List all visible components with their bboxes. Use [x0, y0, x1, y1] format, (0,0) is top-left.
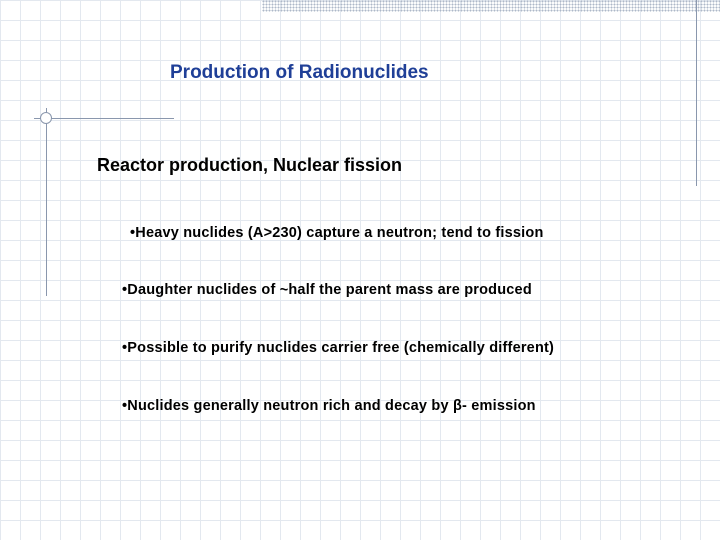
slide-title: Production of Radionuclides: [170, 62, 429, 83]
bullet-item: •Possible to purify nuclides carrier free (chemically different): [122, 340, 555, 356]
decorative-dot-band: [262, 0, 720, 12]
decorative-ring-icon: [40, 112, 52, 124]
bullet-item: •Daughter nuclides of ~half the parent mass are produced: [122, 282, 532, 298]
decorative-horizontal-rule: [34, 118, 174, 119]
decorative-vertical-rule-right: [696, 0, 697, 186]
decorative-vertical-rule-left: [46, 108, 47, 296]
slide-subtitle: Reactor production, Nuclear fission: [97, 155, 403, 175]
bullet-item: •Nuclides generally neutron rich and decay by β- emission: [122, 398, 536, 414]
bullet-item: •Heavy nuclides (A>230) capture a neutron; tend to fission: [130, 225, 544, 241]
